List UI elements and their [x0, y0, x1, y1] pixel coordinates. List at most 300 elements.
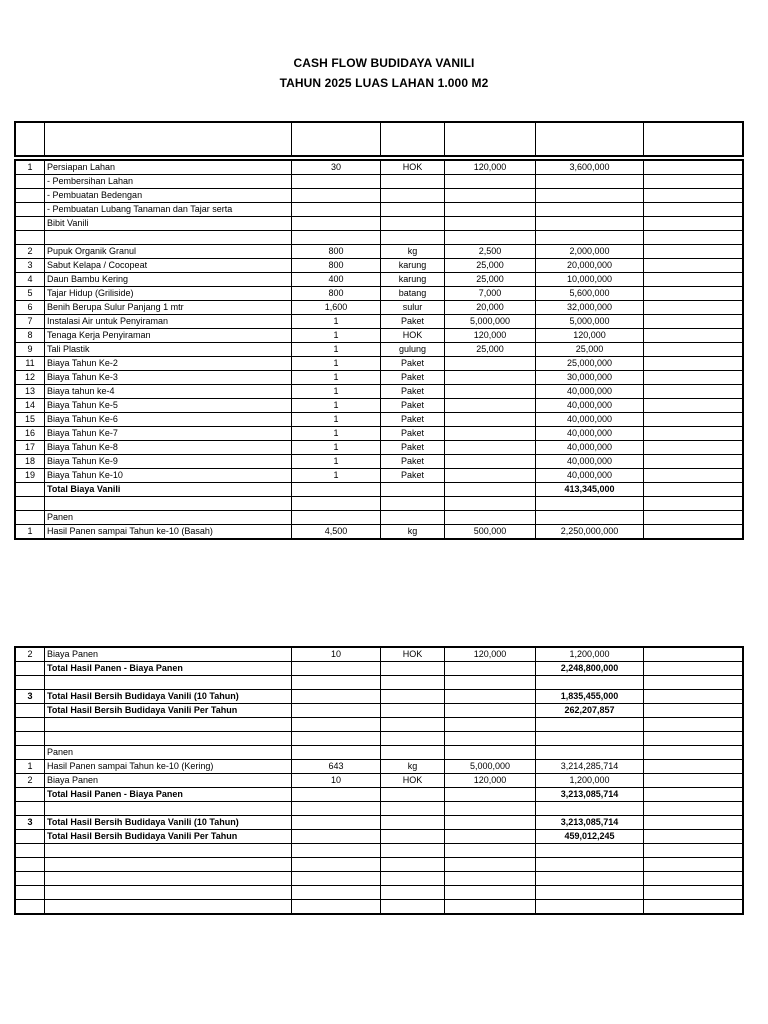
- cell-uraian: Panen: [45, 746, 292, 760]
- cell-jumlah: 20,000,000: [536, 259, 644, 273]
- table-row: [15, 690, 743, 704]
- table-row: [15, 413, 743, 427]
- table-row: [15, 788, 743, 802]
- table-row: [15, 217, 743, 231]
- cell-no: [15, 788, 45, 802]
- cell-no: 2: [15, 245, 45, 259]
- cell-keterangan: [644, 760, 744, 774]
- cell-jumlah: 3,213,085,714: [536, 788, 644, 802]
- cell-satuan: [381, 732, 445, 746]
- table-row: [15, 189, 743, 203]
- cell-uraian: [45, 497, 292, 511]
- cell-no: 4: [15, 273, 45, 287]
- cell-keterangan: [644, 315, 744, 329]
- table-row: [15, 760, 743, 774]
- cell-volume: [292, 802, 381, 816]
- cell-no: [15, 662, 45, 676]
- cell-volume: 1: [292, 455, 381, 469]
- cell-harga: [445, 483, 536, 497]
- cell-no: 9: [15, 343, 45, 357]
- cell-keterangan: [644, 259, 744, 273]
- cell-volume: [292, 676, 381, 690]
- cell-harga: 5,000,000: [445, 315, 536, 329]
- cell-volume: [292, 816, 381, 830]
- cell-keterangan: [644, 690, 744, 704]
- cell-harga: [445, 357, 536, 371]
- cell-satuan: [381, 844, 445, 858]
- cell-harga: [445, 690, 536, 704]
- table-row: [15, 858, 743, 872]
- cell-uraian: Biaya Panen: [45, 647, 292, 662]
- cell-satuan: [381, 676, 445, 690]
- header-cell-uraian: [45, 122, 292, 156]
- cell-keterangan: [644, 497, 744, 511]
- table-row: [15, 676, 743, 690]
- cell-keterangan: [644, 245, 744, 259]
- cell-harga: [445, 203, 536, 217]
- cell-satuan: HOK: [381, 329, 445, 343]
- cell-satuan: batang: [381, 287, 445, 301]
- cell-volume: 1,600: [292, 301, 381, 315]
- cell-keterangan: [644, 231, 744, 245]
- cell-harga: 500,000: [445, 525, 536, 540]
- cell-volume: [292, 872, 381, 886]
- cell-satuan: Paket: [381, 371, 445, 385]
- cell-jumlah: 2,250,000,000: [536, 525, 644, 540]
- cell-uraian: [45, 844, 292, 858]
- cell-harga: [445, 718, 536, 732]
- cell-jumlah: 3,600,000: [536, 160, 644, 175]
- cell-jumlah: 40,000,000: [536, 385, 644, 399]
- cell-jumlah: [536, 900, 644, 915]
- cell-volume: [292, 704, 381, 718]
- cell-no: 8: [15, 329, 45, 343]
- cell-volume: 1: [292, 315, 381, 329]
- cell-uraian: Biaya Tahun Ke-2: [45, 357, 292, 371]
- cell-satuan: Paket: [381, 315, 445, 329]
- table-row: [15, 259, 743, 273]
- cell-harga: 5,000,000: [445, 760, 536, 774]
- cell-volume: [292, 662, 381, 676]
- cell-keterangan: [644, 427, 744, 441]
- cell-jumlah: 1,835,455,000: [536, 690, 644, 704]
- cell-no: [15, 203, 45, 217]
- cell-jumlah: 40,000,000: [536, 427, 644, 441]
- cell-jumlah: 40,000,000: [536, 413, 644, 427]
- table-row: [15, 273, 743, 287]
- cell-harga: [445, 886, 536, 900]
- cell-uraian: [45, 802, 292, 816]
- table-row: [15, 441, 743, 455]
- cell-uraian: Persiapan Lahan: [45, 160, 292, 175]
- cell-no: [15, 483, 45, 497]
- table-row: [15, 774, 743, 788]
- cell-uraian: Hasil Panen sampai Tahun ke-10 (Basah): [45, 525, 292, 540]
- cell-harga: [445, 497, 536, 511]
- cell-satuan: [381, 662, 445, 676]
- table-row: [15, 315, 743, 329]
- table-row: [15, 525, 743, 540]
- cell-no: [15, 886, 45, 900]
- cell-no: 7: [15, 315, 45, 329]
- cell-keterangan: [644, 441, 744, 455]
- cell-no: [15, 189, 45, 203]
- cell-harga: [445, 858, 536, 872]
- cell-jumlah: [536, 497, 644, 511]
- cell-jumlah: 3,214,285,714: [536, 760, 644, 774]
- harvest-table: [14, 646, 744, 915]
- cell-satuan: HOK: [381, 774, 445, 788]
- cell-keterangan: [644, 343, 744, 357]
- cell-uraian: Biaya Tahun Ke-3: [45, 371, 292, 385]
- cell-volume: 4,500: [292, 525, 381, 540]
- header-cell-jumlah: [536, 122, 644, 156]
- cell-satuan: Paket: [381, 427, 445, 441]
- cell-jumlah: [536, 231, 644, 245]
- cell-satuan: [381, 704, 445, 718]
- cell-uraian: Panen: [45, 511, 292, 525]
- table-row: [15, 301, 743, 315]
- table-row: [15, 427, 743, 441]
- cell-jumlah: 3,213,085,714: [536, 816, 644, 830]
- cell-keterangan: [644, 816, 744, 830]
- table-row: [15, 287, 743, 301]
- cell-uraian: [45, 872, 292, 886]
- cell-keterangan: [644, 455, 744, 469]
- cell-satuan: gulung: [381, 343, 445, 357]
- cell-jumlah: [536, 718, 644, 732]
- cell-uraian: Biaya Tahun Ke-10: [45, 469, 292, 483]
- cell-harga: 25,000: [445, 259, 536, 273]
- table-row: [15, 203, 743, 217]
- cell-no: [15, 497, 45, 511]
- cell-keterangan: [644, 802, 744, 816]
- cell-jumlah: [536, 189, 644, 203]
- cell-keterangan: [644, 385, 744, 399]
- cell-satuan: kg: [381, 760, 445, 774]
- cell-jumlah: [536, 203, 644, 217]
- cell-volume: 1: [292, 343, 381, 357]
- cell-harga: [445, 427, 536, 441]
- cell-keterangan: [644, 189, 744, 203]
- table-row: [15, 175, 743, 189]
- cell-harga: [445, 844, 536, 858]
- cell-uraian: - Pembersihan Lahan: [45, 175, 292, 189]
- cell-no: 14: [15, 399, 45, 413]
- cell-satuan: Paket: [381, 469, 445, 483]
- cell-uraian: Benih Berupa Sulur Panjang 1 mtr: [45, 301, 292, 315]
- cell-uraian: Total Hasil Bersih Budidaya Vanili (10 Tahun): [45, 816, 292, 830]
- header-row: [15, 122, 743, 156]
- cell-no: 3: [15, 259, 45, 273]
- table-row: [15, 483, 743, 497]
- cell-harga: [445, 802, 536, 816]
- table-row: [15, 497, 743, 511]
- cell-harga: [445, 385, 536, 399]
- cell-satuan: [381, 175, 445, 189]
- table-row: [15, 844, 743, 858]
- header-cell-no: [15, 122, 45, 156]
- cell-satuan: [381, 231, 445, 245]
- cell-volume: [292, 483, 381, 497]
- cell-keterangan: [644, 413, 744, 427]
- cell-satuan: HOK: [381, 160, 445, 175]
- cell-satuan: [381, 511, 445, 525]
- cost-table: [14, 159, 744, 540]
- cell-no: 1: [15, 760, 45, 774]
- cell-volume: [292, 746, 381, 760]
- cell-harga: [445, 662, 536, 676]
- cell-volume: 1: [292, 441, 381, 455]
- cell-harga: [445, 900, 536, 915]
- cell-uraian: Pupuk Organik Granul: [45, 245, 292, 259]
- cell-volume: [292, 189, 381, 203]
- cell-keterangan: [644, 662, 744, 676]
- cell-satuan: [381, 816, 445, 830]
- cell-harga: [445, 217, 536, 231]
- cell-satuan: [381, 802, 445, 816]
- table-row: [15, 746, 743, 760]
- cell-keterangan: [644, 217, 744, 231]
- cell-jumlah: 40,000,000: [536, 469, 644, 483]
- cell-harga: 25,000: [445, 273, 536, 287]
- table-row: [15, 160, 743, 175]
- cell-jumlah: [536, 175, 644, 189]
- table-row: [15, 231, 743, 245]
- cell-harga: [445, 732, 536, 746]
- cell-harga: [445, 872, 536, 886]
- cell-harga: [445, 189, 536, 203]
- cell-uraian: Sabut Kelapa / Cocopeat: [45, 259, 292, 273]
- cell-no: 3: [15, 690, 45, 704]
- cell-uraian: [45, 732, 292, 746]
- cell-satuan: Paket: [381, 357, 445, 371]
- cell-volume: 30: [292, 160, 381, 175]
- cell-volume: 800: [292, 259, 381, 273]
- cell-satuan: HOK: [381, 647, 445, 662]
- cell-no: 16: [15, 427, 45, 441]
- cell-satuan: kg: [381, 525, 445, 540]
- cell-keterangan: [644, 329, 744, 343]
- cell-no: 1: [15, 525, 45, 540]
- cell-harga: 2,500: [445, 245, 536, 259]
- cell-harga: [445, 441, 536, 455]
- cell-keterangan: [644, 525, 744, 540]
- cell-jumlah: 413,345,000: [536, 483, 644, 497]
- table-row: [15, 245, 743, 259]
- cell-jumlah: [536, 217, 644, 231]
- cell-jumlah: 1,200,000: [536, 647, 644, 662]
- cell-keterangan: [644, 357, 744, 371]
- table-row: [15, 343, 743, 357]
- cell-no: 5: [15, 287, 45, 301]
- cell-volume: 643: [292, 760, 381, 774]
- cell-volume: 1: [292, 413, 381, 427]
- cell-volume: 1: [292, 469, 381, 483]
- cell-no: 15: [15, 413, 45, 427]
- cell-keterangan: [644, 371, 744, 385]
- cell-jumlah: 2,248,800,000: [536, 662, 644, 676]
- cell-harga: [445, 175, 536, 189]
- cell-satuan: [381, 690, 445, 704]
- table-row: [15, 329, 743, 343]
- table-row: [15, 718, 743, 732]
- cell-no: [15, 217, 45, 231]
- cell-volume: [292, 690, 381, 704]
- cell-satuan: [381, 830, 445, 844]
- cell-volume: 400: [292, 273, 381, 287]
- cell-uraian: - Pembuatan Lubang Tanaman dan Tajar serta: [45, 203, 292, 217]
- cell-no: 19: [15, 469, 45, 483]
- cell-satuan: [381, 872, 445, 886]
- cell-volume: 1: [292, 385, 381, 399]
- cell-jumlah: [536, 858, 644, 872]
- cell-uraian: Total Hasil Bersih Budidaya Vanili Per Tahun: [45, 704, 292, 718]
- cell-volume: 1: [292, 371, 381, 385]
- cell-jumlah: 25,000,000: [536, 357, 644, 371]
- table-row: [15, 357, 743, 371]
- cell-no: 1: [15, 160, 45, 175]
- cell-uraian: Biaya tahun ke-4: [45, 385, 292, 399]
- cell-volume: [292, 830, 381, 844]
- cell-satuan: sulur: [381, 301, 445, 315]
- header-cell-volume: [292, 122, 381, 156]
- cell-jumlah: [536, 676, 644, 690]
- cell-uraian: [45, 900, 292, 915]
- cell-keterangan: [644, 732, 744, 746]
- cell-harga: [445, 816, 536, 830]
- cell-no: [15, 718, 45, 732]
- cell-harga: [445, 511, 536, 525]
- cell-uraian: [45, 231, 292, 245]
- cell-uraian: Biaya Tahun Ke-7: [45, 427, 292, 441]
- cell-harga: 120,000: [445, 774, 536, 788]
- cell-harga: [445, 231, 536, 245]
- cell-keterangan: [644, 203, 744, 217]
- cell-volume: 1: [292, 427, 381, 441]
- cell-no: 3: [15, 816, 45, 830]
- cell-satuan: Paket: [381, 413, 445, 427]
- cell-no: 18: [15, 455, 45, 469]
- cell-volume: [292, 718, 381, 732]
- cell-volume: 1: [292, 329, 381, 343]
- cell-satuan: Paket: [381, 441, 445, 455]
- cell-keterangan: [644, 886, 744, 900]
- cell-uraian: [45, 858, 292, 872]
- cell-volume: 800: [292, 245, 381, 259]
- cell-uraian: Biaya Tahun Ke-6: [45, 413, 292, 427]
- cell-jumlah: [536, 746, 644, 760]
- cell-harga: [445, 413, 536, 427]
- cell-harga: [445, 830, 536, 844]
- cell-volume: 1: [292, 357, 381, 371]
- cell-satuan: [381, 900, 445, 915]
- cell-harga: [445, 399, 536, 413]
- cell-satuan: kg: [381, 245, 445, 259]
- cell-uraian: Biaya Tahun Ke-8: [45, 441, 292, 455]
- cell-harga: [445, 704, 536, 718]
- cell-no: 2: [15, 647, 45, 662]
- cell-no: 6: [15, 301, 45, 315]
- cell-jumlah: [536, 511, 644, 525]
- cell-no: [15, 900, 45, 915]
- cell-satuan: [381, 497, 445, 511]
- cell-harga: 120,000: [445, 160, 536, 175]
- cell-no: [15, 872, 45, 886]
- cell-uraian: Tali Plastik: [45, 343, 292, 357]
- cell-keterangan: [644, 900, 744, 915]
- cell-jumlah: 2,000,000: [536, 245, 644, 259]
- cell-keterangan: [644, 160, 744, 175]
- cell-no: [15, 858, 45, 872]
- cell-keterangan: [644, 483, 744, 497]
- cell-satuan: [381, 718, 445, 732]
- header-cell-harga: [445, 122, 536, 156]
- cell-jumlah: 30,000,000: [536, 371, 644, 385]
- cell-keterangan: [644, 469, 744, 483]
- cell-harga: 120,000: [445, 329, 536, 343]
- cell-volume: [292, 175, 381, 189]
- table-row: [15, 816, 743, 830]
- cell-keterangan: [644, 704, 744, 718]
- cell-no: [15, 830, 45, 844]
- cell-jumlah: 32,000,000: [536, 301, 644, 315]
- table-row: [15, 900, 743, 915]
- cell-uraian: Hasil Panen sampai Tahun ke-10 (Kering): [45, 760, 292, 774]
- cell-keterangan: [644, 844, 744, 858]
- cell-keterangan: [644, 647, 744, 662]
- cell-uraian: Tajar Hidup (Griliside): [45, 287, 292, 301]
- cell-volume: [292, 886, 381, 900]
- cell-keterangan: [644, 858, 744, 872]
- cell-uraian: [45, 718, 292, 732]
- cell-no: 13: [15, 385, 45, 399]
- cell-jumlah: [536, 802, 644, 816]
- table-row: [15, 872, 743, 886]
- cell-volume: [292, 788, 381, 802]
- cell-volume: [292, 497, 381, 511]
- cell-jumlah: 40,000,000: [536, 455, 644, 469]
- cell-volume: 800: [292, 287, 381, 301]
- table-row: [15, 511, 743, 525]
- cell-no: 11: [15, 357, 45, 371]
- cell-keterangan: [644, 399, 744, 413]
- cell-no: 17: [15, 441, 45, 455]
- cell-harga: 20,000: [445, 301, 536, 315]
- cell-jumlah: 459,012,245: [536, 830, 644, 844]
- table-row: [15, 469, 743, 483]
- cell-keterangan: [644, 718, 744, 732]
- cell-no: [15, 511, 45, 525]
- cell-jumlah: 10,000,000: [536, 273, 644, 287]
- cell-keterangan: [644, 788, 744, 802]
- cell-satuan: [381, 746, 445, 760]
- cell-volume: 10: [292, 647, 381, 662]
- cell-no: [15, 802, 45, 816]
- cell-keterangan: [644, 175, 744, 189]
- cell-uraian: Total Hasil Panen - Biaya Panen: [45, 788, 292, 802]
- table-row: [15, 830, 743, 844]
- cell-uraian: Biaya Tahun Ke-9: [45, 455, 292, 469]
- cell-uraian: Instalasi Air untuk Penyiraman: [45, 315, 292, 329]
- table-row: [15, 385, 743, 399]
- cell-jumlah: 5,000,000: [536, 315, 644, 329]
- cell-keterangan: [644, 676, 744, 690]
- table-row: [15, 371, 743, 385]
- cell-satuan: [381, 203, 445, 217]
- table-row: [15, 886, 743, 900]
- document-subtitle: TAHUN 2025 LUAS LAHAN 1.000 M2: [279, 76, 489, 90]
